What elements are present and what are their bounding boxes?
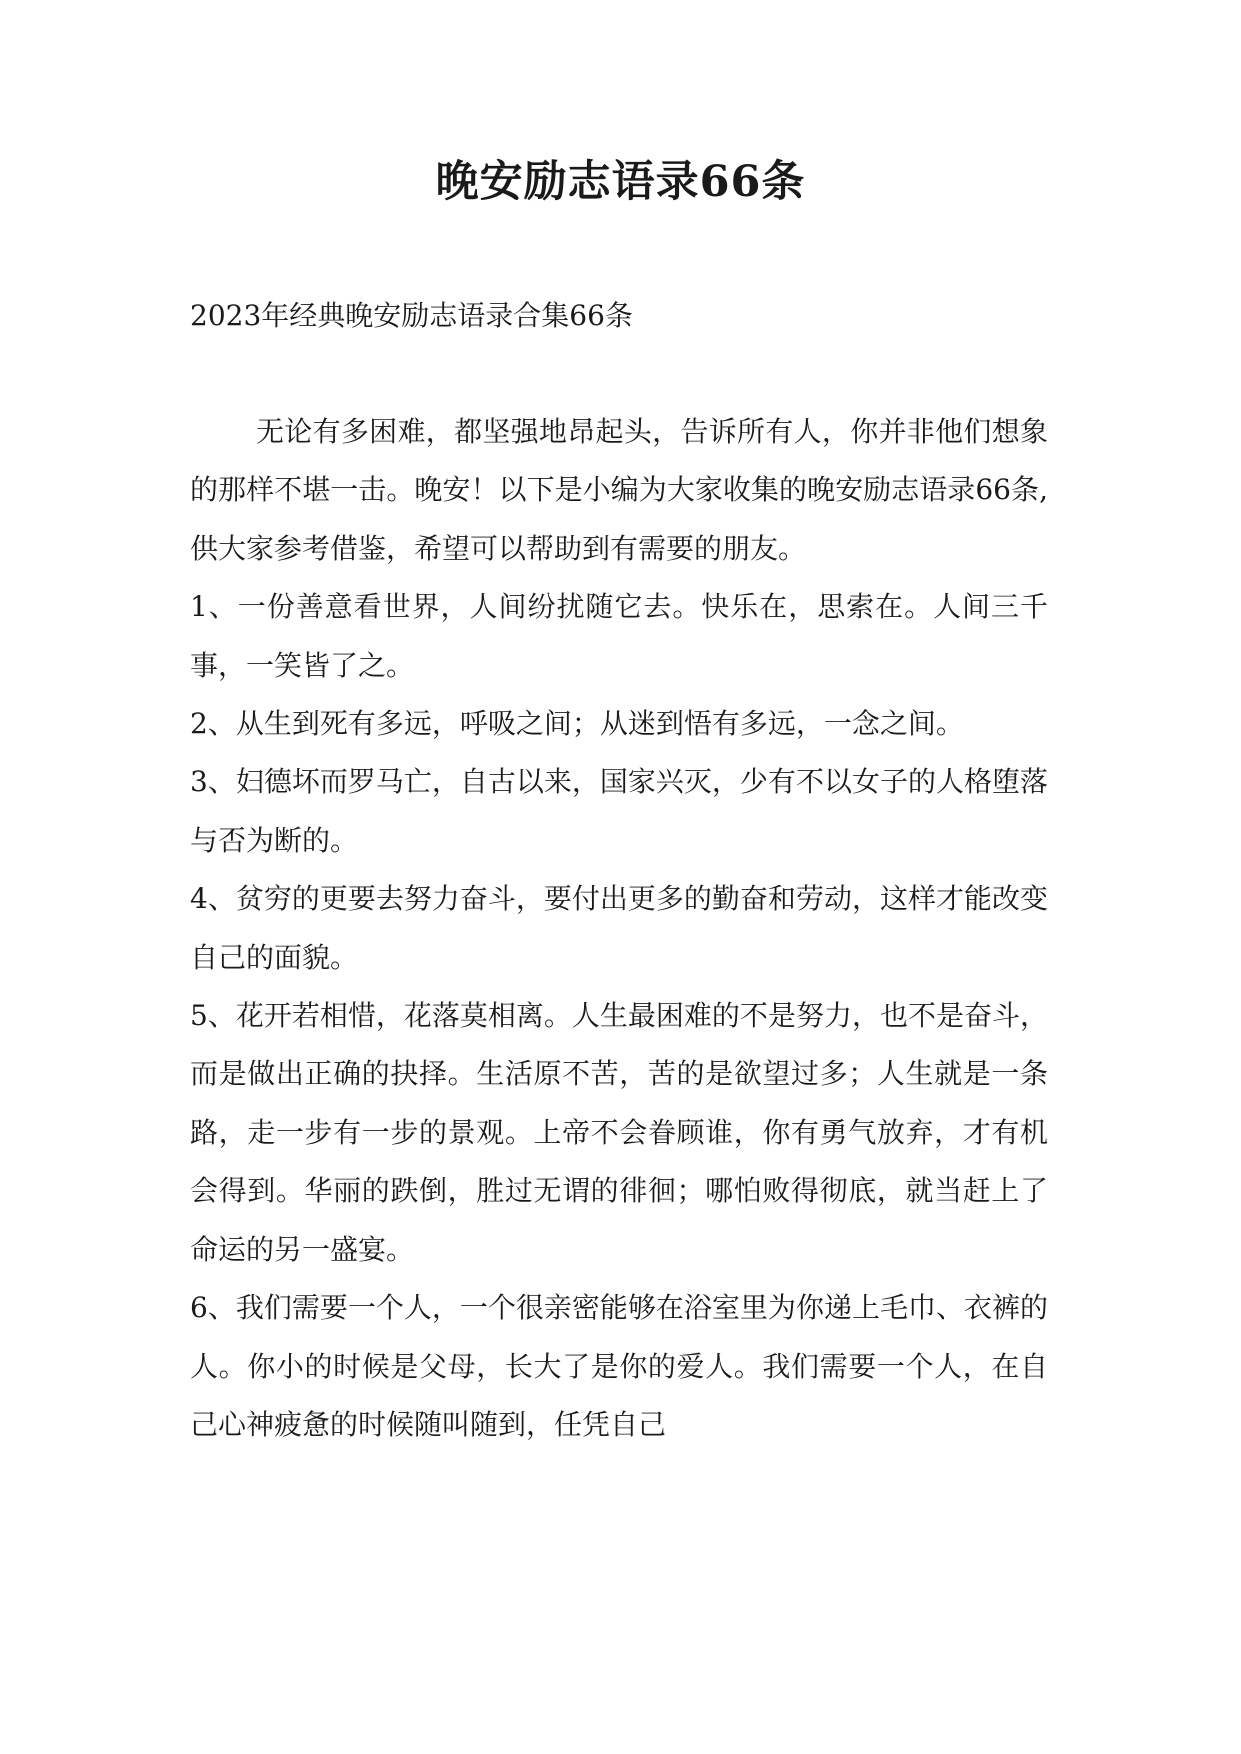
intro-paragraph: 无论有多困难，都坚强地昂起头，告诉所有人，你并非他们想象的那样不堪一击。晚安！以下是小编为大家收集的晚安励志语录66条,供大家参考借鉴，希望可以帮助到有需要的朋友。 bbox=[190, 415, 1048, 565]
list-item: 1、一份善意看世界，人间纷扰随它去。快乐在，思索在。人间三千事，一笑皆了之。 bbox=[190, 590, 1048, 682]
document-title: 晚安励志语录66条 bbox=[435, 157, 806, 207]
list-item: 3、妇德坏而罗马亡，自古以来，国家兴灭，少有不以女子的人格堕落与否为断的。 bbox=[190, 765, 1048, 857]
list-item: 5、花开若相惜，花落莫相离。人生最困难的不是努力，也不是奋斗，而是做出正确的抉择。生活原不苦，苦的是欲望过多；人生就是一条路，走一步有一步的景观。上帝不会眷顾谁，你有勇气放弃，才有机会得到。华丽的跌倒，胜过无谓的徘徊；哪怕败得彻底，就当赶上了命运的另一盛宴。 bbox=[190, 999, 1048, 1266]
list-item: 6、我们需要一个人，一个很亲密能够在浴室里为你递上毛巾、衣裤的人。你小的时候是父母，长大了是你的爱人。我们需要一个人，在自己心神疲惫的时候随叫随到，任凭自己 bbox=[190, 1291, 1048, 1441]
list-item: 4、贫穷的更要去努力奋斗，要付出更多的勤奋和劳动，这样才能改变自己的面貌。 bbox=[190, 882, 1048, 974]
list-item: 2、从生到死有多远，呼吸之间；从迷到悟有多远，一念之间。 bbox=[190, 707, 964, 741]
document-subtitle: 2023年经典晚安励志语录合集66条 bbox=[190, 299, 633, 332]
document-body bbox=[190, 403, 1048, 1454]
